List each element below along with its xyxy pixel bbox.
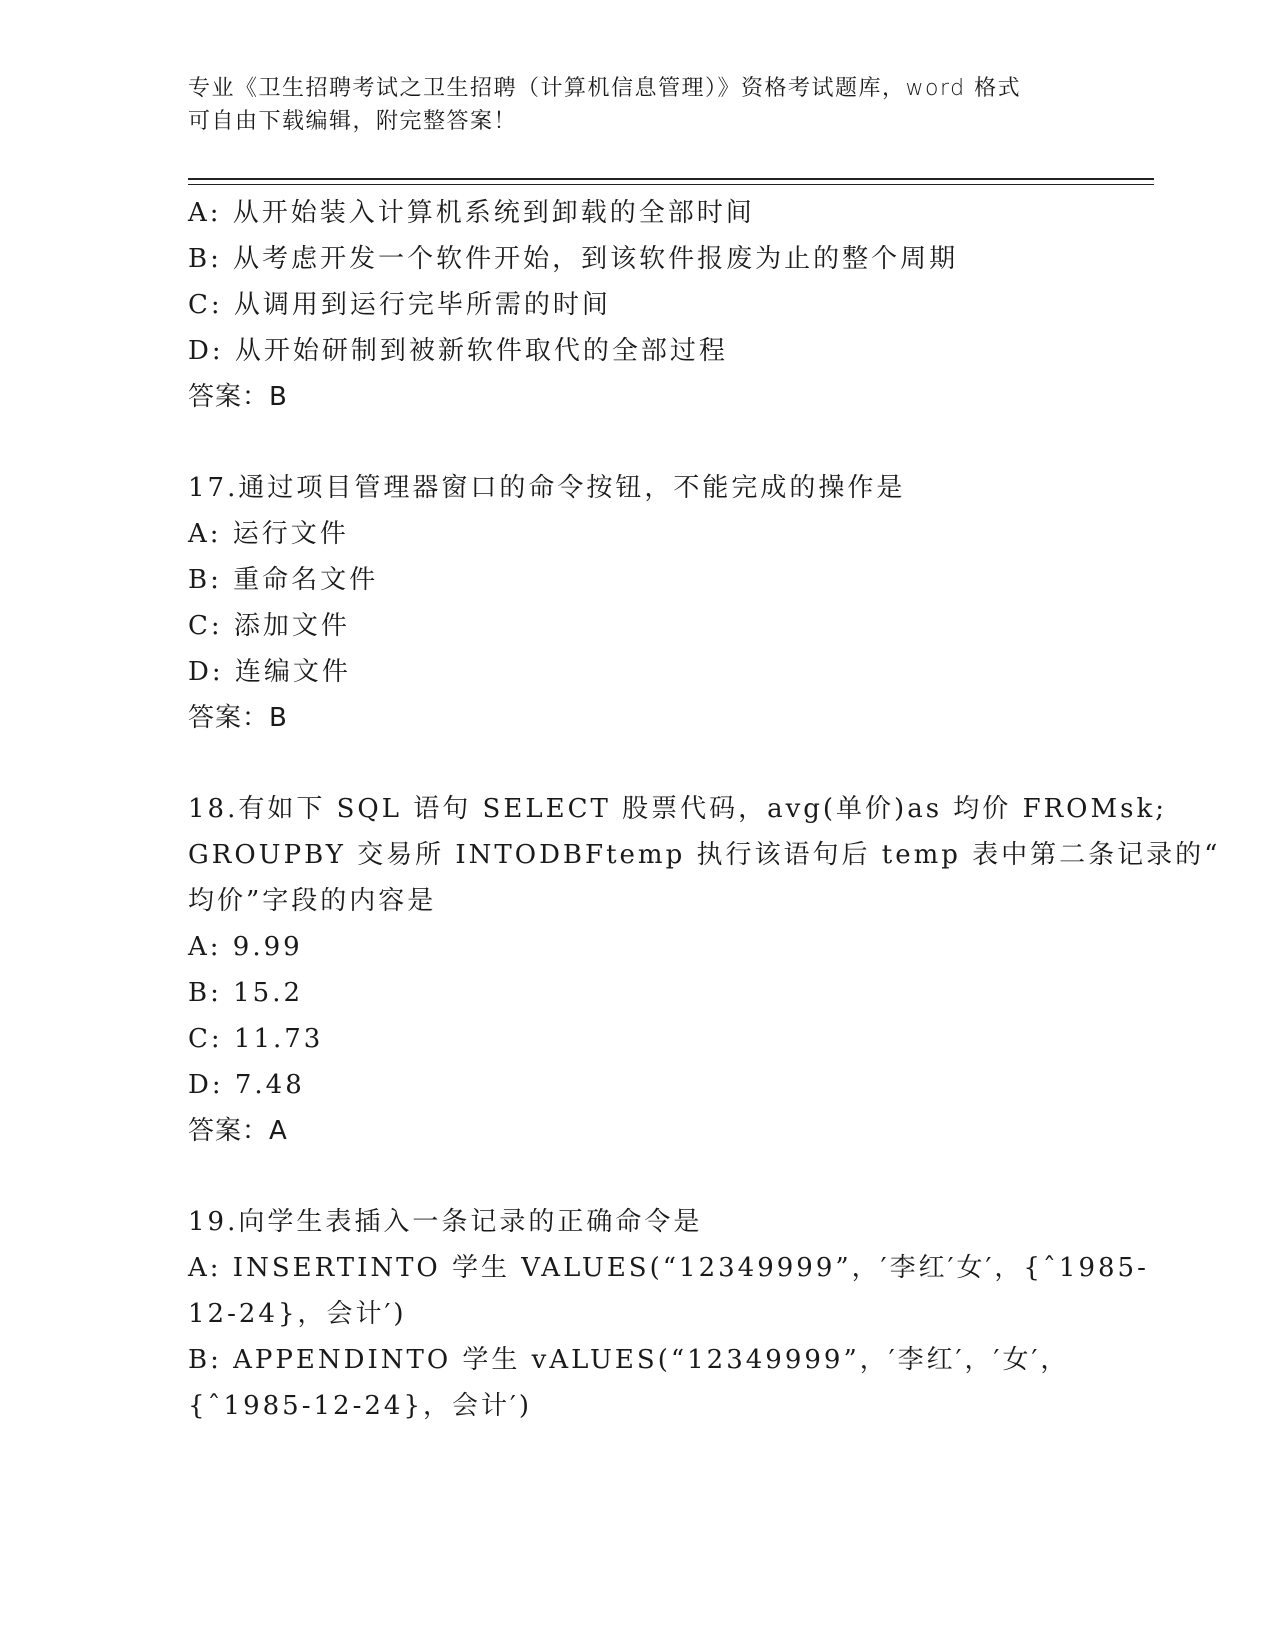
question-18 <box>188 786 1221 1154</box>
q18-option-a: A: 9.99 <box>188 932 303 962</box>
spacer <box>188 741 1088 786</box>
q19-option-a-line-1: A: INSERTINTO 学生 VALUES(“12349999”，′李红′女′，{ˆ1985- <box>188 1253 1149 1283</box>
q17-option-b: B: 重命名文件 <box>188 565 379 595</box>
q18-question-line-3: 均价”字段的内容是 <box>188 886 437 916</box>
q18-question-line-2: GROUPBY 交易所 INTODBFtemp 执行该语句后 temp 表中第二条记录的“ <box>188 840 1221 870</box>
q17-option-a: A: 运行文件 <box>188 519 349 549</box>
header-rule-thin <box>188 184 1154 185</box>
q16-option-d: D: 从开始研制到被新软件取代的全部过程 <box>188 336 728 366</box>
q16-answer: 答案：B <box>188 382 288 412</box>
header-line-2: 可自由下载编辑，附完整答案！ <box>188 109 518 134</box>
q18-option-d: D: 7.48 <box>188 1070 305 1100</box>
question-19 <box>188 1199 1149 1429</box>
question-16 <box>188 190 1088 420</box>
document-header <box>188 72 1068 138</box>
q17-option-c: C: 添加文件 <box>188 611 350 641</box>
q19-option-b-line-2: {ˆ1985-12-24}，会计′) <box>188 1391 533 1421</box>
q18-answer: 答案：A <box>188 1116 288 1146</box>
q19-option-a-line-2: 12-24}，会计′) <box>188 1299 407 1329</box>
q17-question: 17.通过项目管理器窗口的命令按钮，不能完成的操作是 <box>188 473 906 503</box>
q17-option-d: D: 连编文件 <box>188 657 351 687</box>
spacer <box>188 420 1088 465</box>
q16-option-b: B: 从考虑开发一个软件开始，到该软件报废为止的整个周期 <box>188 244 959 274</box>
q17-answer: 答案：B <box>188 703 288 733</box>
q18-question-line-1: 18.有如下 SQL 语句 SELECT 股票代码，avg(单价)as 均价 FROMsk; <box>188 794 1167 824</box>
header-line-1: 专业《卫生招聘考试之卫生招聘（计算机信息管理）》资格考试题库，word 格式 <box>188 76 1022 101</box>
q19-question: 19.向学生表插入一条记录的正确命令是 <box>188 1207 703 1237</box>
header-rule-thick <box>188 178 1154 180</box>
spacer <box>188 1154 1088 1199</box>
q18-option-c: C: 11.73 <box>188 1024 324 1054</box>
q18-option-b: B: 15.2 <box>188 978 304 1008</box>
question-17 <box>188 465 1088 741</box>
document-body <box>188 190 1221 1429</box>
q19-option-b-line-1: B: APPENDINTO 学生 vALUES(“12349999”，′李红′，′女′， <box>188 1345 1070 1375</box>
q16-option-c: C: 从调用到运行完毕所需的时间 <box>188 290 611 320</box>
q16-option-a: A: 从开始装入计算机系统到卸载的全部时间 <box>188 198 755 228</box>
